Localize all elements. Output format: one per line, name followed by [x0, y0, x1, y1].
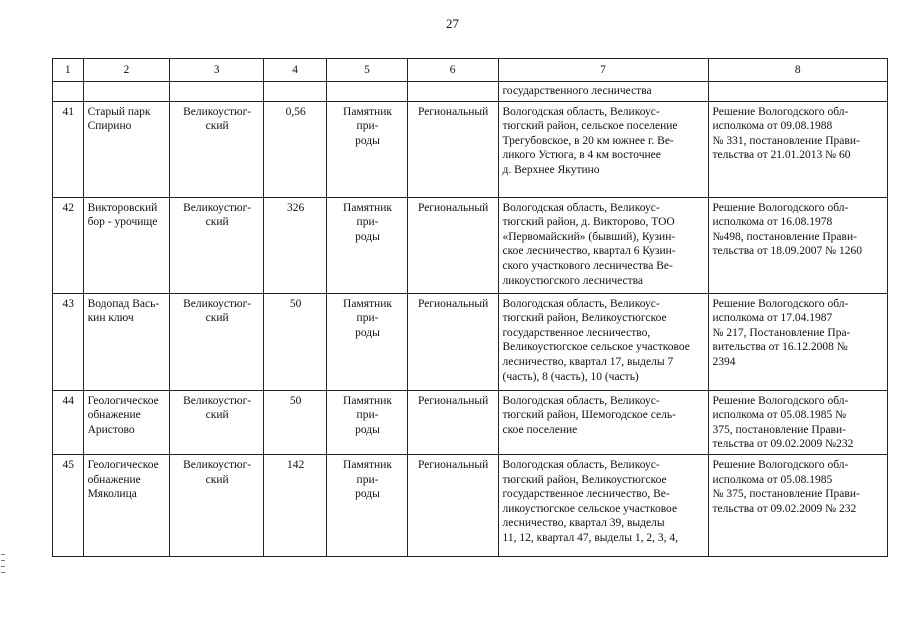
- category-cell: Памятник при- роды: [327, 101, 408, 197]
- significance-cell: Региональный: [407, 454, 498, 556]
- location-cell: Вологодская область, Великоус- тюгский район, сельское поселение Трегубовское, в 20 км южнее г. Ве- ликого Устюга, в 4 км восточнее д. Верхнее Якутино: [498, 101, 708, 197]
- name-cell: Геологическое обнажение Аристово: [83, 390, 170, 454]
- significance-cell: Региональный: [407, 390, 498, 454]
- table-cell: [170, 82, 264, 102]
- table-row: [53, 454, 888, 556]
- location-cell: Вологодская область, Великоус- тюгский район, Великоустюгское государственное лесничество, Ве- ликоустюгское сельское участковое лесничество, квартал 39, выделы 11, 12, квартал 47, выделы 1, 2, 3, 4,: [498, 454, 708, 556]
- column-header: 8: [708, 59, 887, 82]
- location-cell: Вологодская область, Великоус- тюгский район, Шемогодское сель- ское поселение: [498, 390, 708, 454]
- category-cell: Памятник при- роды: [327, 454, 408, 556]
- column-header: 5: [327, 59, 408, 82]
- table-row: [53, 293, 888, 390]
- scan-edge-marks: [1, 554, 7, 584]
- edge-mark: [1, 572, 5, 573]
- table-header-row: [53, 59, 888, 82]
- area-cell: 0,56: [264, 101, 327, 197]
- table-cell: [327, 82, 408, 102]
- district-cell: Великоустюг- ский: [170, 390, 264, 454]
- row-number: 41: [53, 101, 84, 197]
- significance-cell: Региональный: [407, 293, 498, 390]
- table-cell: [407, 82, 498, 102]
- table-cell: [264, 82, 327, 102]
- location-cell: государственного лесничества: [498, 82, 708, 102]
- table-row: [53, 197, 888, 293]
- protected-areas-table: [52, 58, 888, 557]
- area-cell: 142: [264, 454, 327, 556]
- document-cell: Решение Вологодского обл- исполкома от 05.08.1985 № 375, постановление Прави- тельства от 09.02.2009 № 232: [708, 454, 887, 556]
- edge-mark: [1, 560, 5, 561]
- district-cell: Великоустюг- ский: [170, 197, 264, 293]
- row-number: 45: [53, 454, 84, 556]
- column-header: 2: [83, 59, 170, 82]
- area-cell: 50: [264, 390, 327, 454]
- table-row: [53, 390, 888, 454]
- district-cell: Великоустюг- ский: [170, 101, 264, 197]
- significance-cell: Региональный: [407, 101, 498, 197]
- category-cell: Памятник при- роды: [327, 293, 408, 390]
- table-cell: [53, 82, 84, 102]
- category-cell: Памятник при- роды: [327, 197, 408, 293]
- column-header: 3: [170, 59, 264, 82]
- page-number: 27: [446, 16, 459, 31]
- district-cell: Великоустюг- ский: [170, 293, 264, 390]
- continuation-row: [53, 82, 888, 102]
- document-cell: Решение Вологодского обл- исполкома от 17.04.1987 № 217, Постановление Пра- вительства от 16.12.2008 № 2394: [708, 293, 887, 390]
- location-cell: Вологодская область, Великоус- тюгский район, Великоустюгское государственное лесничество, Великоустюгское сельское участковое лесничество, квартал 17, выделы 7 (часть), 8 (часть), 10 (часть): [498, 293, 708, 390]
- document-cell: Решение Вологодского обл- исполкома от 16.08.1978 №498, постановление Прави- тельства от 18.09.2007 № 1260: [708, 197, 887, 293]
- name-cell: Старый парк Спирино: [83, 101, 170, 197]
- district-cell: Великоустюг- ский: [170, 454, 264, 556]
- column-header: 6: [407, 59, 498, 82]
- row-number: 42: [53, 197, 84, 293]
- name-cell: Водопад Вась- кин ключ: [83, 293, 170, 390]
- area-cell: 50: [264, 293, 327, 390]
- document-cell: Решение Вологодского обл- исполкома от 05.08.1985 № 375, постановление Прави- тельства от 09.02.2009 №232: [708, 390, 887, 454]
- row-number: 43: [53, 293, 84, 390]
- edge-mark: [1, 566, 5, 567]
- column-header: 1: [53, 59, 84, 82]
- name-cell: Викторовский бор - урочище: [83, 197, 170, 293]
- column-header: 7: [498, 59, 708, 82]
- edge-mark: [1, 554, 5, 555]
- table-cell: [83, 82, 170, 102]
- document-cell: Решение Вологодского обл- исполкома от 09.08.1988 № 331, постановление Прави- тельства от 21.01.2013 № 60: [708, 101, 887, 197]
- location-cell: Вологодская область, Великоус- тюгский район, д. Викторово, ТОО «Первомайский» (бывший), Кузин- ское лесничество, квартал 6 Кузин- ского участкового лесничества Ве- ликоустюгского лесничества: [498, 197, 708, 293]
- row-number: 44: [53, 390, 84, 454]
- significance-cell: Региональный: [407, 197, 498, 293]
- category-cell: Памятник при- роды: [327, 390, 408, 454]
- column-header: 4: [264, 59, 327, 82]
- name-cell: Геологическое обнажение Мяколица: [83, 454, 170, 556]
- area-cell: 326: [264, 197, 327, 293]
- table-row: [53, 101, 888, 197]
- table-cell: [708, 82, 887, 102]
